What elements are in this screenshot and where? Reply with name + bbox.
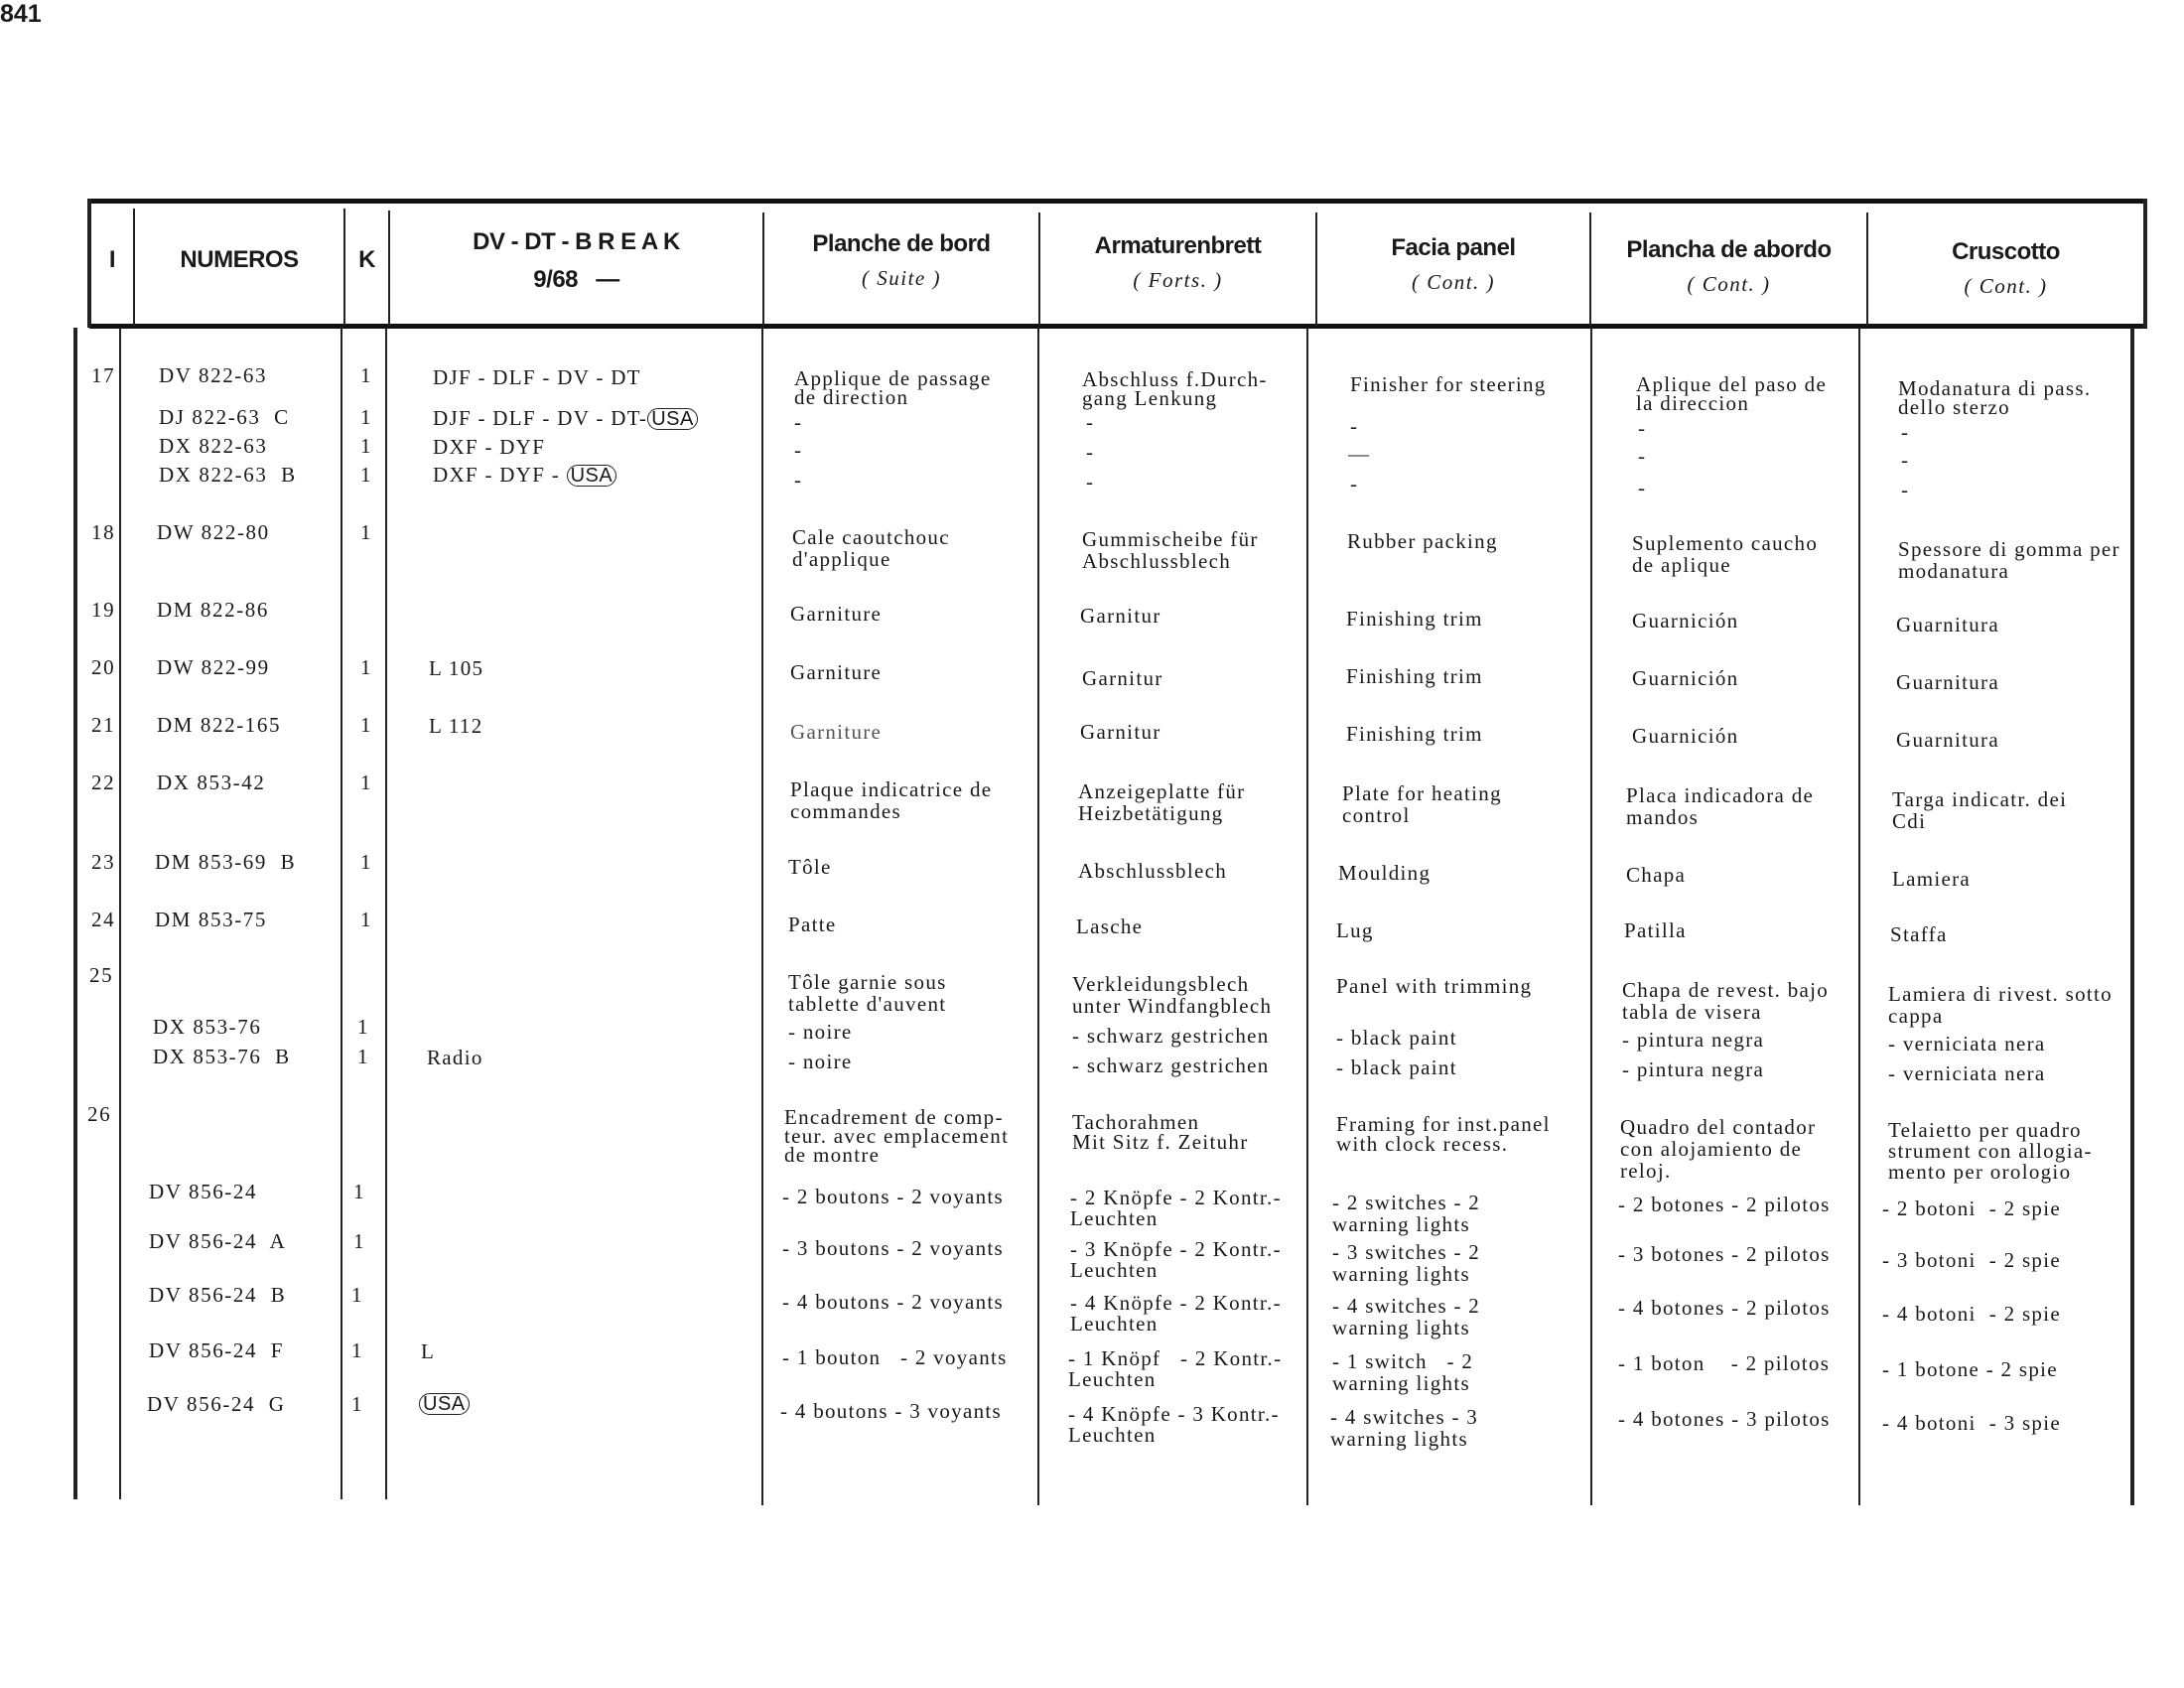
desc-french: - (794, 438, 803, 462)
desc-german: Garnitur (1082, 666, 1163, 690)
desc-french: - 4 boutons - 2 voyants (782, 1290, 1004, 1314)
row-index: 17 (91, 363, 116, 387)
desc-german: - (1086, 440, 1095, 464)
usa-badge: USA (647, 408, 698, 430)
part-number: DX 822-63 (159, 434, 268, 458)
desc-french: Encadrement de comp- teur. avec emplacement de montre (784, 1105, 1010, 1167)
quantity: 1 (357, 1015, 369, 1039)
model-application (419, 1392, 470, 1415)
desc-italian: - (1901, 478, 1910, 501)
quantity: 1 (360, 434, 372, 458)
desc-english: Panel with trimming (1336, 974, 1533, 998)
row-index: 20 (91, 655, 116, 679)
desc-spanish: - 4 botones - 2 pilotos (1618, 1296, 1831, 1320)
desc-german: - (1086, 470, 1095, 493)
header-german: Armaturenbrett ( Forts. ) (1040, 232, 1315, 293)
desc-italian: - 2 botoni - 2 spie (1882, 1196, 2061, 1220)
quantity: 1 (353, 1180, 365, 1203)
desc-english: Finisher for steering (1350, 372, 1547, 396)
desc-spanish: Guarnición (1632, 609, 1739, 633)
desc-german: Anzeigeplatte für Heizbetätigung (1078, 779, 1246, 825)
desc-french: Tôle (788, 855, 832, 879)
part-number: DW 822-80 (157, 520, 270, 544)
desc-italian: - (1901, 448, 1910, 472)
desc-spanish: Suplemento caucho de aplique (1632, 531, 1819, 577)
desc-spanish: - (1638, 444, 1647, 468)
quantity: 1 (351, 1338, 363, 1362)
desc-german: - 4 Knöpfe - 3 Kontr.- Leuchten (1068, 1402, 1280, 1447)
row-index: 25 (89, 963, 114, 987)
quantity: 1 (360, 908, 372, 931)
desc-french: - 2 boutons - 2 voyants (782, 1185, 1004, 1208)
part-number: DV 856-24 B (149, 1283, 287, 1307)
col-divider (385, 328, 387, 1499)
desc-english: - (1350, 472, 1359, 495)
header-index: I (108, 246, 116, 273)
part-number: DM 853-75 (155, 908, 267, 931)
header-german-sub: ( Forts. ) (1133, 268, 1223, 292)
desc-italian: Targa indicatr. dei Cdi (1892, 787, 2068, 833)
desc-french: Tôle garnie sous tablette d'auvent (788, 970, 947, 1016)
desc-italian: Staffa (1890, 922, 1948, 946)
desc-italian: Lamiera (1892, 867, 1972, 891)
header-italian-sub: ( Cont. ) (1964, 274, 2048, 298)
model-application: DXF - DYF (433, 435, 546, 459)
quantity: 1 (360, 850, 372, 874)
desc-german: - 3 Knöpfe - 2 Kontr.- Leuchten (1070, 1237, 1282, 1282)
desc-english: - 1 switch - 2 warning lights (1332, 1349, 1474, 1395)
desc-italian: - 3 botoni - 2 spie (1882, 1248, 2061, 1272)
part-number: DJ 822-63 C (159, 405, 290, 429)
desc-german: Gummischeibe für Abschlussblech (1082, 527, 1259, 573)
desc-english: Lug (1336, 918, 1374, 942)
desc-german: Verkleidungsblech unter Windfangblech (1072, 972, 1273, 1018)
header-spanish-sub: ( Cont. ) (1687, 272, 1771, 296)
desc-german: Abschluss f.Durch- gang Lenkung (1082, 367, 1268, 410)
header-english-sub: ( Cont. ) (1411, 270, 1496, 294)
desc-italian: Guarnitura (1896, 728, 1999, 752)
desc-english: — (1348, 442, 1371, 466)
desc-french: Garniture (790, 660, 883, 684)
header-model-line1: DV - DT - B R E A K (473, 228, 680, 255)
desc-german: Abschlussblech (1078, 859, 1228, 883)
header-model-line2: 9/68 — (533, 266, 619, 293)
desc-french: - noire (788, 1050, 853, 1073)
model-application: DJF - DLF - DV - DT- USA (433, 407, 698, 430)
model-application: L 105 (429, 656, 484, 680)
header-k: K (358, 246, 375, 273)
desc-italian: Guarnitura (1896, 613, 1999, 636)
part-number: DV 856-24 A (149, 1229, 287, 1253)
col-divider (341, 328, 342, 1499)
desc-italian: Guarnitura (1896, 670, 1999, 694)
quantity: 1 (360, 405, 372, 429)
border-right (2130, 328, 2134, 1505)
desc-english: Moulding (1338, 861, 1432, 885)
col-divider (1306, 328, 1308, 1505)
part-number: DV 822-63 (159, 363, 268, 387)
quantity: 1 (353, 1229, 365, 1253)
part-number: DV 856-24 G (147, 1392, 286, 1416)
desc-spanish: - pintura negra (1622, 1057, 1765, 1081)
desc-spanish: - 3 botones - 2 pilotos (1618, 1242, 1831, 1266)
quantity: 1 (360, 363, 372, 387)
col-divider (1858, 328, 1860, 1505)
desc-spanish: Patilla (1624, 918, 1687, 942)
model-application: L 112 (429, 714, 483, 738)
quantity: 1 (360, 771, 372, 794)
header-english: Facia panel ( Cont. ) (1317, 234, 1589, 295)
usa-badge: USA (567, 465, 617, 487)
desc-german: - 1 Knöpf - 2 Kontr.- Leuchten (1068, 1346, 1283, 1391)
desc-english: Plate for heating control (1342, 781, 1502, 827)
desc-italian: Telaietto per quadro strument con allogia- mento per orologio (1888, 1118, 2093, 1184)
desc-english: - 4 switches - 2 warning lights (1332, 1294, 1481, 1339)
header-french-sub: ( Suite ) (862, 266, 941, 290)
desc-french: - 4 boutons - 3 voyants (780, 1399, 1002, 1423)
col-divider (1590, 328, 1592, 1505)
desc-english: - 3 switches - 2 warning lights (1332, 1240, 1481, 1286)
part-number: DM 822-165 (157, 713, 282, 737)
header-model (390, 228, 762, 294)
desc-french: Cale caoutchouc d'applique (792, 525, 950, 571)
desc-german: - schwarz gestrichen (1072, 1024, 1270, 1048)
desc-spanish: Chapa (1626, 863, 1687, 887)
desc-german: Garnitur (1080, 720, 1161, 744)
desc-english: - (1350, 414, 1359, 438)
quantity: 1 (360, 520, 372, 544)
part-number: DX 853-76 (153, 1015, 262, 1039)
part-number: DW 822-99 (157, 655, 270, 679)
desc-italian: Spessore di gomma per modanatura (1898, 537, 2120, 583)
desc-italian: - verniciata nera (1888, 1032, 2046, 1055)
header-french: Planche de bord ( Suite ) (764, 230, 1038, 291)
desc-french: Garniture (790, 602, 883, 626)
desc-french: Applique de passage de direction (794, 366, 992, 409)
desc-french: - 1 bouton - 2 voyants (782, 1345, 1008, 1369)
col-divider (1037, 328, 1039, 1505)
desc-french: - noire (788, 1020, 853, 1044)
part-number: DM 853-69 B (155, 850, 297, 874)
desc-spanish: Guarnición (1632, 666, 1739, 690)
header-spanish: Plancha de abordo ( Cont. ) (1591, 236, 1866, 297)
desc-german: Lasche (1076, 914, 1144, 938)
row-index: 23 (91, 850, 116, 874)
desc-german: - 2 Knöpfe - 2 Kontr.- Leuchten (1070, 1186, 1282, 1230)
desc-english: - 4 switches - 3 warning lights (1330, 1405, 1479, 1451)
desc-spanish: - (1638, 476, 1647, 499)
desc-spanish: - 4 botones - 3 pilotos (1618, 1407, 1831, 1431)
usa-badge: USA (419, 1393, 470, 1415)
page-number: 841 (0, 0, 42, 28)
desc-english: Finishing trim (1346, 664, 1483, 688)
desc-spanish: Chapa de revest. bajo tabla de visera (1622, 978, 1830, 1024)
desc-italian: Modanatura di pass. dello sterzo (1898, 376, 2092, 419)
desc-french: Plaque indicatrice de commandes (790, 777, 993, 823)
desc-german: - 4 Knöpfe - 2 Kontr.- Leuchten (1070, 1291, 1282, 1336)
desc-italian: - (1901, 420, 1910, 444)
model-application: DXF - DYF - USA (433, 464, 616, 487)
desc-german: Garnitur (1080, 604, 1161, 628)
model-application: Radio (427, 1046, 483, 1069)
desc-french: - 3 boutons - 2 voyants (782, 1236, 1004, 1260)
quantity: 1 (357, 1045, 369, 1068)
model-application: L (421, 1339, 436, 1363)
row-index: 21 (91, 713, 116, 737)
desc-spanish: Quadro del contador con alojamiento de reloj. (1620, 1115, 1817, 1183)
desc-english: Framing for inst.panel with clock recess. (1336, 1112, 1551, 1156)
desc-german: - schwarz gestrichen (1072, 1054, 1270, 1077)
row-index: 19 (91, 598, 116, 622)
desc-italian: - 4 botoni - 3 spie (1882, 1411, 2061, 1435)
desc-french: - (794, 410, 803, 434)
quantity: 1 (360, 463, 372, 487)
desc-french: Patte (788, 913, 837, 936)
desc-italian: - 1 botone - 2 spie (1882, 1357, 2058, 1381)
quantity: 1 (360, 713, 372, 737)
desc-italian: - 4 botoni - 2 spie (1882, 1302, 2061, 1326)
row-index: 24 (91, 908, 116, 931)
header-bottom-rule (89, 324, 2147, 329)
model-application: DJF - DLF - DV - DT (433, 365, 641, 389)
desc-italian: - verniciata nera (1888, 1061, 2046, 1085)
desc-spanish: Aplique del paso de la direccion (1636, 372, 1828, 415)
desc-english: - 2 switches - 2 warning lights (1332, 1191, 1481, 1236)
part-number: DV 856-24 F (149, 1338, 285, 1362)
part-number: DM 822-86 (157, 598, 269, 622)
desc-german: - (1086, 410, 1095, 434)
desc-german: Tachorahmen Mit Sitz f. Zeituhr (1072, 1110, 1249, 1154)
header-numeros: NUMEROS (180, 246, 299, 273)
row-index: 18 (91, 520, 116, 544)
desc-spanish: - 2 botones - 2 pilotos (1618, 1193, 1831, 1216)
desc-french: - (794, 468, 803, 492)
desc-english: - black paint (1336, 1026, 1457, 1050)
desc-spanish: Placa indicadora de mandos (1626, 783, 1815, 829)
desc-spanish: - 1 boton - 2 pilotos (1618, 1351, 1831, 1375)
desc-english: Finishing trim (1346, 722, 1483, 746)
col-divider (761, 328, 763, 1505)
desc-italian: Lamiera di rivest. sotto cappa (1888, 982, 2113, 1028)
model-arrow: — (596, 266, 619, 293)
quantity: 1 (351, 1283, 363, 1307)
desc-english: Finishing trim (1346, 607, 1483, 631)
header-italian: Cruscotto ( Cont. ) (1868, 238, 2143, 299)
part-number: DX 822-63 B (159, 463, 297, 487)
border-left (73, 328, 77, 1499)
quantity: 1 (351, 1392, 363, 1416)
row-index: 26 (87, 1102, 112, 1126)
col-divider (119, 328, 121, 1499)
table-top-rule (87, 199, 2147, 204)
quantity: 1 (360, 655, 372, 679)
part-number: DX 853-76 B (153, 1045, 291, 1068)
desc-spanish: - (1638, 416, 1647, 440)
desc-french: Garniture (790, 720, 883, 744)
part-number: DX 853-42 (157, 771, 266, 794)
row-index: 22 (91, 771, 116, 794)
part-number: DV 856-24 (149, 1180, 258, 1203)
desc-spanish: - pintura negra (1622, 1028, 1765, 1052)
border-right (2143, 199, 2147, 328)
desc-english: - black paint (1336, 1055, 1457, 1079)
desc-spanish: Guarnición (1632, 724, 1739, 748)
desc-english: Rubber packing (1347, 529, 1498, 553)
